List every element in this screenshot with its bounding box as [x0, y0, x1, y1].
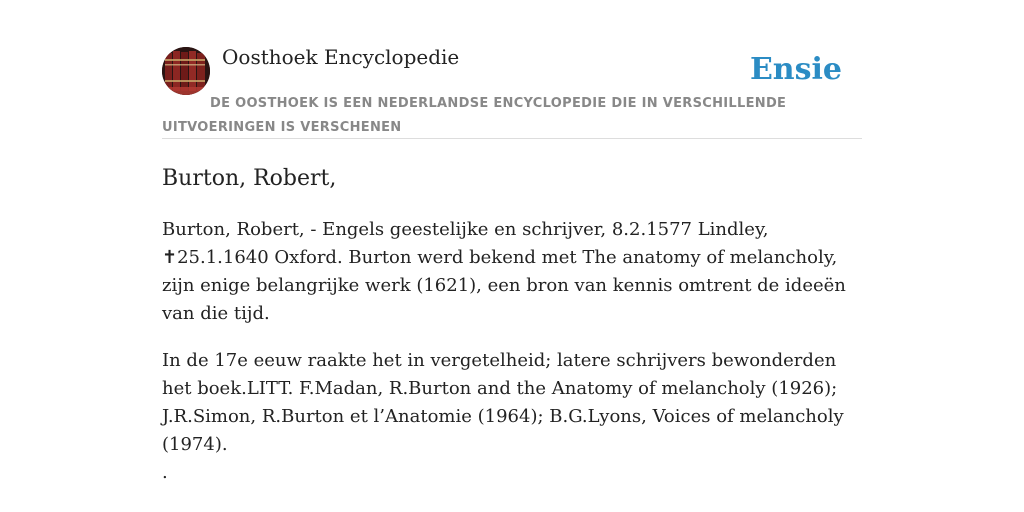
encyclopedia-books-logo[interactable]	[162, 47, 210, 95]
site-tagline: DE OOSTHOEK IS EEN NEDERLANDSE ENCYCLOPEDIE DIE IN VERSCHILLENDE UITVOERINGEN IS VERSCHENEN	[162, 96, 787, 135]
site-header	[162, 0, 862, 139]
article-title: Burton, Robert,	[162, 166, 337, 191]
article	[162, 163, 862, 487]
ensie-brand-link[interactable]: Ensie	[749, 52, 842, 87]
article-paragraph: In de 17e eeuw raakte het in vergetelheid; latere schrijvers bewonderden het boek.LITT. F.Madan, R.Burton and the Anatomy of melancholy (1926); J.R.Simon, R.Burton et l’Anatomie (1964); B.G.Lyons, Voices of melancholy (1974).	[162, 350, 844, 455]
article-paragraph: Burton, Robert, - Engels geestelijke en schrijver, 8.2.1577 Lindley, ✝25.1.1640 Oxford. Burton werd bekend met The anatomy of melancholy, zijn enige belangrijke werk (1621), een bron van kennis omtrent de ideeën van die tijd.	[162, 219, 846, 324]
site-title[interactable]: Oosthoek Encyclopedie	[222, 45, 460, 69]
books-icon	[162, 47, 210, 95]
article-trailing-dot: .	[162, 462, 168, 483]
